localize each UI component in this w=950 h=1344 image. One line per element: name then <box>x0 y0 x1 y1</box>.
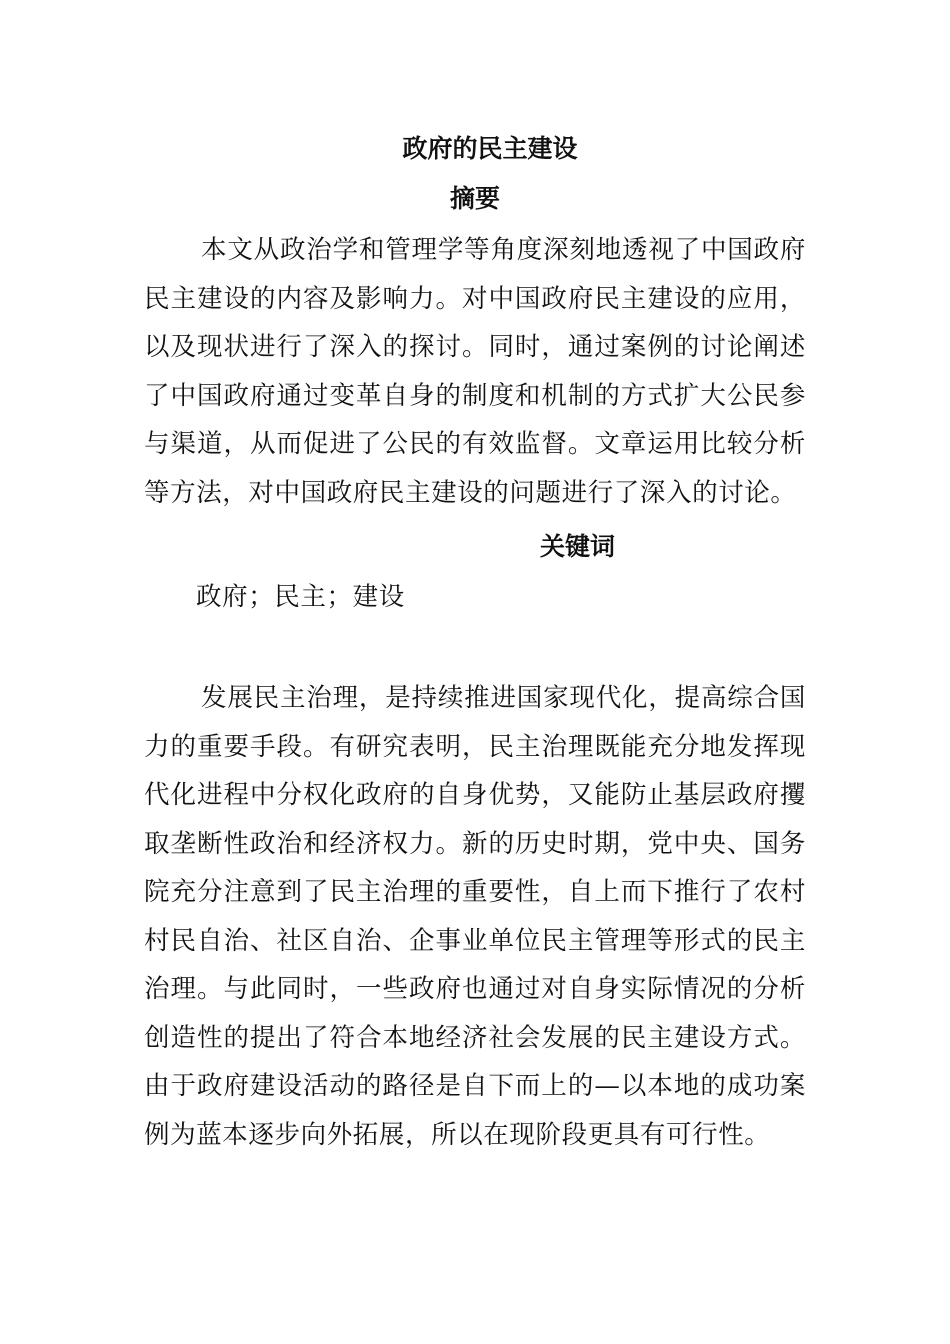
document-title: 政府的民主建设 <box>402 134 578 163</box>
abstract-paragraph: 本文从政治学和管理学等角度深刻地透视了中国政府民主建设的内容及影响力。对中国政府民主建设的应用，以及现状进行了深入的探讨。同时，通过案例的讨论阐述了中国政府通过变革自身的制度和机制的方式扩大公民参与渠道，从而促进了公民的有效监督。文章运用比较分析等方法，对中国政府民主建设的问题进行了深入的讨论。 <box>144 235 806 508</box>
abstract-heading: 摘要 <box>449 184 500 213</box>
body-paragraph: 发展民主治理，是持续推进国家现代化，提高综合国力的重要手段。有研究表明，民主治理既能充分地发挥现代化进程中分权化政府的自身优势，又能防止基层政府攫取垄断性政治和经济权力。新的历史时期，党中央、国务院充分注意到了民主治理的重要性，自上而下推行了农村村民自治、社区自治、企事业单位民主管理等形式的民主治理。与此同时，一些政府也通过对自身实际情况的分析创造性的提出了符合本地经济社会发展的民主建设方式。由于政府建设活动的路径是自下而上的—以本地的成功案例为蓝本逐步向外拓展，所以在现阶段更具有可行性。 <box>144 683 806 1150</box>
keywords-list: 政府；民主；建设 <box>196 582 405 612</box>
keywords-heading: 关键词 <box>540 532 616 561</box>
